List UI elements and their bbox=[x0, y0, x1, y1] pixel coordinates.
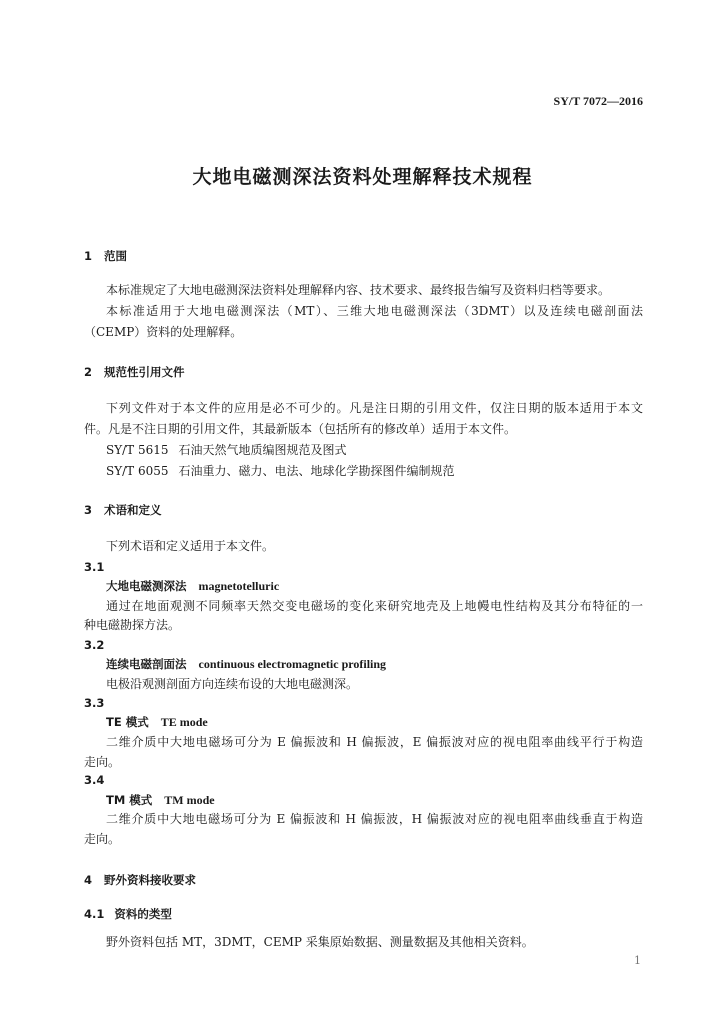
term-heading bbox=[106, 714, 208, 730]
reference-code: SY/T 6055 bbox=[106, 464, 169, 478]
section-number: 1 bbox=[84, 249, 93, 263]
document-title: 大地电磁测深法资料处理解释技术规程 bbox=[192, 166, 533, 188]
reference-code: SY/T 5615 bbox=[106, 443, 169, 457]
section-title: 规范性引用文件 bbox=[104, 365, 185, 379]
term-definition-line-1: 电极沿观测剖面方向连续布设的大地电磁测深。 bbox=[106, 677, 359, 691]
clause-number: 3.3 bbox=[84, 696, 105, 710]
term-en: TE mode bbox=[160, 715, 208, 729]
term-definition-line-1: 二维介质中大地电磁场可分为 E 偏振波和 H 偏振波，E 偏振波对应的视电阻率曲线平行于构造 bbox=[106, 735, 643, 749]
page-number: 1 bbox=[634, 954, 641, 967]
section-title: 术语和定义 bbox=[104, 503, 162, 517]
section-2-heading bbox=[84, 364, 185, 380]
reference-item bbox=[106, 442, 347, 458]
term-en: TM mode bbox=[164, 793, 215, 807]
section-number: 3 bbox=[84, 503, 93, 517]
section-number: 2 bbox=[84, 365, 93, 379]
scope-paragraph-2-line-1: 本标准适用于大地电磁测深法（MT）、三维大地电磁测深法（3DMT）以及连续电磁剖面法 bbox=[106, 304, 643, 318]
term-definition-line-2: 走向。 bbox=[84, 755, 121, 769]
section-title: 范围 bbox=[104, 249, 127, 263]
clause-number: 3.4 bbox=[84, 773, 105, 787]
reference-title: 石油重力、磁力、电法、地球化学勘探图件编制规范 bbox=[178, 464, 455, 478]
section-number: 4 bbox=[84, 873, 93, 887]
refs-paragraph-line-2: 件。凡是不注日期的引用文件，其最新版本（包括所有的修改单）适用于本文件。 bbox=[84, 422, 517, 436]
term-zh: TE 模式 bbox=[106, 715, 149, 729]
term-definition-line-1: 通过在地面观测不同频率天然交变电磁场的变化来研究地壳及上地幔电性结构及其分布特征的一 bbox=[106, 599, 643, 613]
term-en: magnetotelluric bbox=[198, 579, 280, 593]
section-3-heading bbox=[84, 502, 162, 518]
term-definition-line-2: 种电磁勘探方法。 bbox=[84, 618, 181, 632]
term-zh: TM 模式 bbox=[106, 793, 153, 807]
scope-paragraph-1: 本标准规定了大地电磁测深法资料处理解释内容、技术要求、最终报告编写及资料归档等要求。 bbox=[106, 283, 611, 297]
term-zh: 连续电磁剖面法 bbox=[106, 657, 187, 671]
section-title: 野外资料接收要求 bbox=[104, 873, 196, 887]
clause-number: 4.1 bbox=[84, 907, 105, 921]
standard-code: SY/T 7072—2016 bbox=[553, 94, 643, 108]
term-definition-line-2: 走向。 bbox=[84, 832, 121, 846]
clause-title: 资料的类型 bbox=[114, 907, 172, 921]
section-4-heading bbox=[84, 872, 196, 888]
reference-item bbox=[106, 463, 455, 479]
clause-number: 3.2 bbox=[84, 638, 105, 652]
refs-paragraph-line-1: 下列文件对于本文件的应用是必不可少的。凡是注日期的引用文件，仅注日期的版本适用于本文 bbox=[106, 401, 643, 415]
term-heading bbox=[106, 792, 215, 808]
term-definition-line-1: 二维介质中大地电磁场可分为 E 偏振波和 H 偏振波，H 偏振波对应的视电阻率曲线垂直于构造 bbox=[106, 812, 643, 826]
terms-intro: 下列术语和定义适用于本文件。 bbox=[106, 539, 275, 553]
reference-title: 石油天然气地质编图规范及图式 bbox=[178, 443, 347, 457]
section-1-heading bbox=[84, 248, 127, 264]
term-en: continuous electromagnetic profiling bbox=[198, 657, 387, 671]
field-paragraph-1: 野外资料包括 MT，3DMT，CEMP 采集原始数据、测量数据及其他相关资料。 bbox=[106, 935, 534, 949]
scope-paragraph-2-line-2: （CEMP）资料的处理解释。 bbox=[84, 325, 243, 339]
clause-number: 3.1 bbox=[84, 560, 105, 574]
term-zh: 大地电磁测深法 bbox=[106, 579, 187, 593]
clause-4-1-heading bbox=[84, 906, 172, 922]
term-heading bbox=[106, 656, 386, 672]
term-heading bbox=[106, 578, 279, 594]
